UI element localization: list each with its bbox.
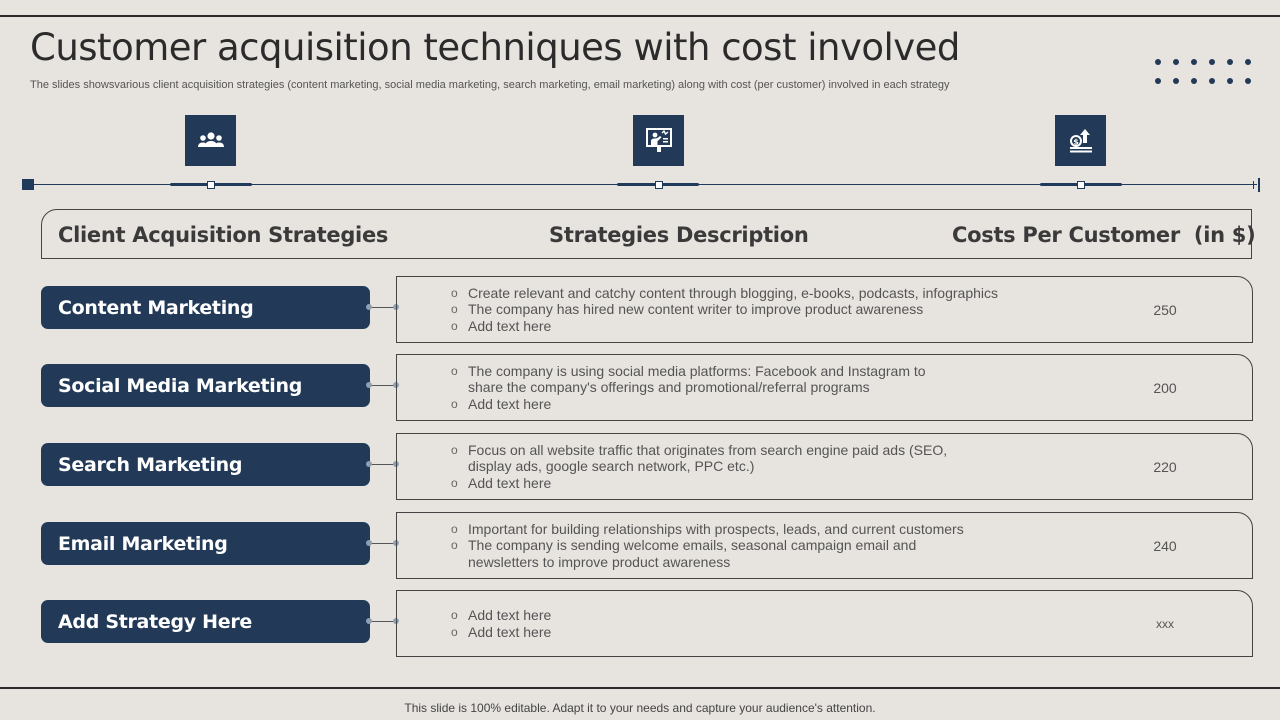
bullet-item: o Add text here	[449, 318, 1009, 335]
cost-value: 200	[1153, 379, 1177, 396]
bullet-item: o Add text here	[449, 475, 959, 492]
team-icon	[185, 115, 236, 166]
top-divider	[0, 15, 1280, 17]
bullet-item: o Add text here	[449, 607, 1009, 624]
timeline-node	[207, 181, 215, 189]
strategy-label: Email Marketing	[41, 522, 370, 565]
bullet-item: o The company is sending welcome emails, seasonal campaign email and newsletters to improve product awareness	[449, 537, 979, 570]
cost-value: 220	[1153, 458, 1177, 475]
strategy-label: Add Strategy Here	[41, 600, 370, 643]
bullet-item: o The company is using social media platforms: Facebook and Instagram to share the company's offerings and promotional/referral programs	[449, 363, 949, 396]
timeline-start-marker	[22, 179, 34, 190]
decorative-dots	[1152, 57, 1252, 91]
strategy-label: Search Marketing	[41, 443, 370, 486]
cost-value: xxx	[1156, 616, 1174, 631]
header-description: Strategies Description	[549, 223, 809, 247]
description-box	[396, 354, 1253, 421]
table-row	[0, 433, 1280, 500]
bottom-divider	[0, 687, 1280, 689]
cost-value: 250	[1153, 301, 1177, 318]
table-row	[0, 354, 1280, 421]
header-costs: Costs Per Customer (in $)	[952, 223, 1256, 247]
timeline-node	[655, 181, 663, 189]
strategy-label: Social Media Marketing	[41, 364, 370, 407]
presentation-icon	[633, 115, 684, 166]
timeline-end-marker	[1258, 178, 1260, 192]
bullet-item: o Add text here	[449, 624, 1009, 641]
timeline	[22, 178, 1262, 192]
description-box	[396, 433, 1253, 500]
slide-subtitle: The slides showsvarious client acquisition strategies (content marketing, social media marketing, search marketing, email marketing) along with cost (per customer) involved in each strategy	[30, 79, 950, 91]
bullet-item: o Important for building relationships with prospects, leads, and current customers	[449, 521, 979, 538]
header-strategies: Client Acquisition Strategies	[58, 223, 389, 247]
slide-title: Customer acquisition techniques with cost involved	[30, 26, 960, 69]
bullet-item: o The company has hired new content writer to improve product awareness	[449, 301, 1009, 318]
timeline-node	[1077, 181, 1085, 189]
description-box	[396, 512, 1253, 579]
bullet-item: o Add text here	[449, 396, 949, 413]
table-row	[0, 276, 1280, 343]
description-box	[396, 276, 1253, 343]
table-header	[41, 209, 1256, 259]
bullet-item: o Create relevant and catchy content through blogging, e-books, podcasts, infographics	[449, 285, 1009, 302]
cost-value: 240	[1153, 537, 1177, 554]
description-box	[396, 590, 1253, 657]
bullet-item: o Focus on all website traffic that originates from search engine paid ads (SEO, display ads, google search network, PPC etc.)	[449, 442, 959, 475]
table-row	[0, 512, 1280, 579]
strategy-label: Content Marketing	[41, 286, 370, 329]
table-row	[0, 590, 1280, 657]
money-growth-icon	[1055, 115, 1106, 166]
svg-text:$: $	[1072, 137, 1079, 146]
footer-note: This slide is 100% editable. Adapt it to your needs and capture your audience's attention.	[404, 701, 876, 715]
